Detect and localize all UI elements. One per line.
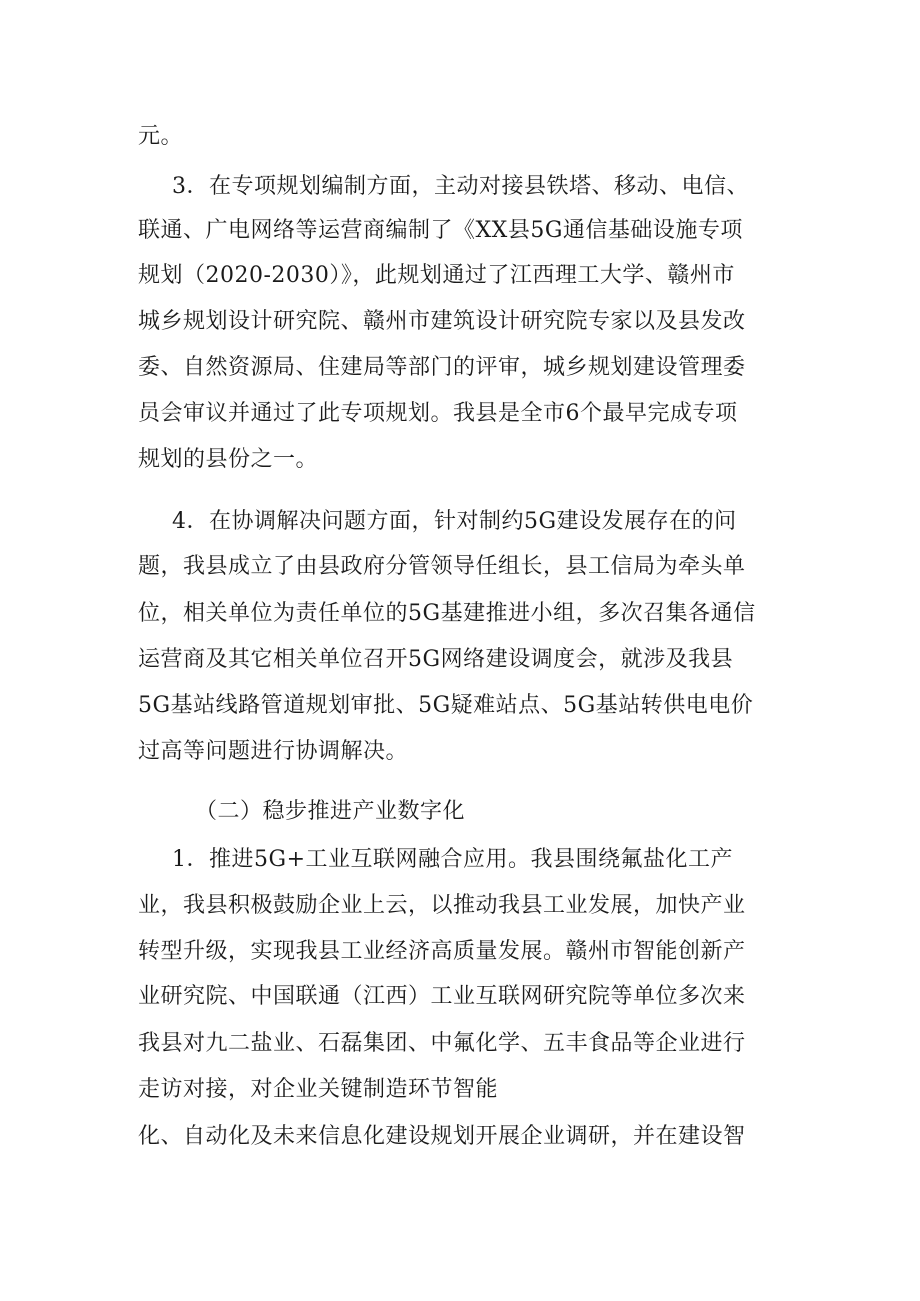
text-line: 走访对接，对企业关键制造环节智能 bbox=[138, 1077, 499, 1102]
text-line: 委、自然资源局、住建局等部门的评审，城乡规划建设管理委 bbox=[138, 355, 746, 380]
paragraph-4-start: 4．在协调解决问题方面，针对制约5G建设发展存在的问 bbox=[172, 509, 737, 534]
text-line: 题，我县成立了由县政府分管领导任组长，县工信局为牵头单 bbox=[138, 554, 746, 579]
text-line: 运营商及其它相关单位召开5G网络建设调度会，就涉及我县 bbox=[138, 647, 734, 672]
paragraph-1-start: 1．推进5G+工业互联网融合应用。我县围绕氟盐化工产 bbox=[172, 847, 734, 872]
text-line: 转型升级，实现我县工业经济高质量发展。赣州市智能创新产 bbox=[138, 939, 746, 964]
paragraph-3-start: 3．在专项规划编制方面，主动对接县铁塔、移动、电信、 bbox=[172, 174, 749, 199]
text-line: 业，我县积极鼓励企业上云，以推动我县工业发展，加快产业 bbox=[138, 893, 746, 918]
text-line: 城乡规划设计研究院、赣州市建筑设计研究院专家以及县发改 bbox=[138, 309, 746, 334]
text-line: 业研究院、中国联通（江西）工业互联网研究院等单位多次来 bbox=[138, 984, 746, 1009]
text-line: 过高等问题进行协调解决。 bbox=[138, 739, 409, 764]
section-heading: （二）稳步推进产业数字化 bbox=[195, 799, 466, 824]
text-line: 联通、广电网络等运营商编制了《XX县5G通信基础设施专项 bbox=[138, 218, 743, 243]
text-line: 元。 bbox=[138, 124, 184, 149]
text-line: 化、自动化及未来信息化建设规划开展企业调研，并在建设智 bbox=[138, 1124, 746, 1149]
text-line: 位，相关单位为责任单位的5G基建推进小组，多次召集各通信 bbox=[138, 601, 756, 626]
text-line: 规划（2020-2030）》，此规划通过了江西理工大学、赣州市 bbox=[138, 263, 735, 288]
text-line: 员会审议并通过了此专项规划。我县是全市6个最早完成专项 bbox=[138, 401, 738, 426]
text-line: 5G基站线路管道规划审批、5G疑难站点、5G基站转供电电价 bbox=[138, 693, 754, 718]
text-line: 规划的县份之一。 bbox=[138, 447, 319, 472]
text-line: 我县对九二盐业、石磊集团、中氟化学、五丰食品等企业进行 bbox=[138, 1031, 746, 1056]
